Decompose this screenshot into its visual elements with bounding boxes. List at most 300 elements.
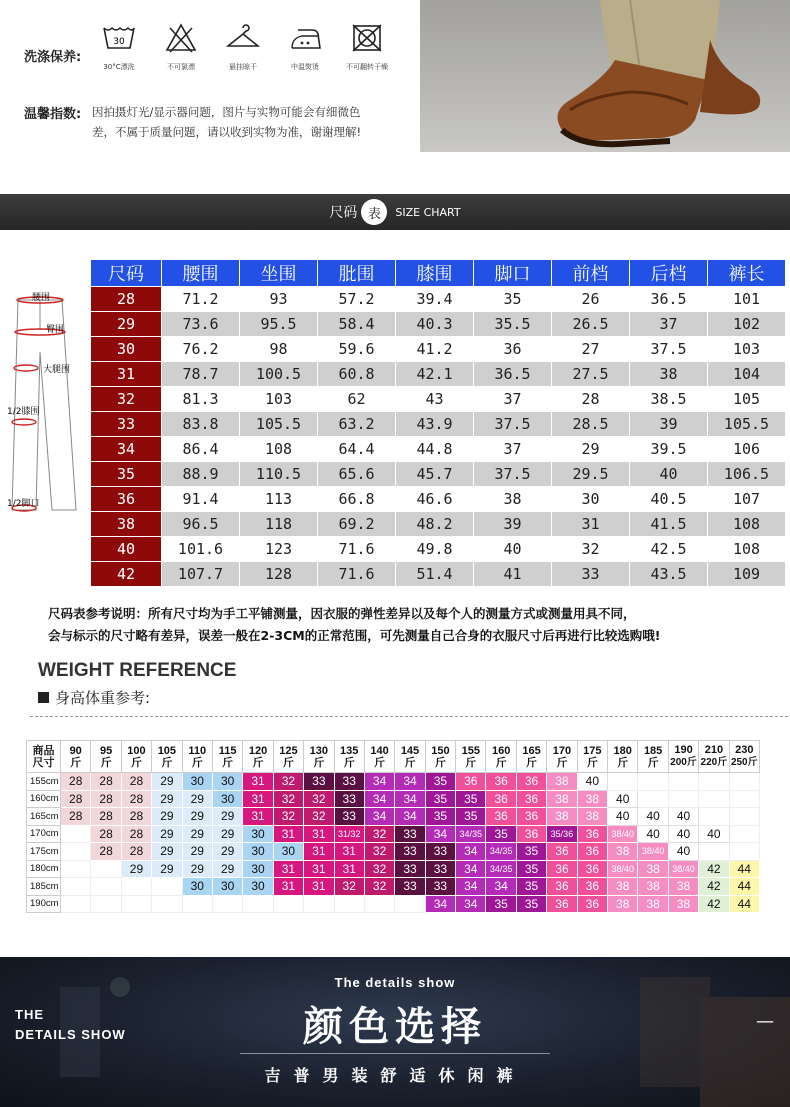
measure-cell: 107.7 bbox=[162, 562, 240, 587]
measure-cell: 101.6 bbox=[162, 537, 240, 562]
table-row bbox=[27, 860, 760, 878]
pants-label: 大腿围 bbox=[43, 365, 71, 375]
size-cell: 36 bbox=[577, 860, 607, 878]
measure-cell: 57.2 bbox=[318, 287, 396, 312]
size-cell: 34 bbox=[395, 790, 425, 808]
weight-unit: 220斤 bbox=[700, 757, 728, 768]
weight-header-cell bbox=[61, 741, 91, 773]
banner-divider bbox=[240, 1053, 550, 1054]
measure-cell: 39 bbox=[474, 512, 552, 537]
size-cell: 28 bbox=[61, 790, 91, 808]
details-banner bbox=[0, 957, 790, 1107]
size-cell: 32 bbox=[334, 878, 364, 896]
size-cell: 38/40 bbox=[668, 860, 698, 878]
empty-cell bbox=[395, 895, 425, 913]
weight-value: 180 bbox=[613, 744, 632, 757]
weight-header-cell bbox=[182, 741, 212, 773]
empty-cell bbox=[61, 843, 91, 861]
size-cell: 35 bbox=[425, 773, 455, 791]
no-tumble-dry-icon bbox=[336, 22, 398, 72]
measure-cell: 48.2 bbox=[396, 512, 474, 537]
measure-cell: 106 bbox=[708, 437, 786, 462]
measure-cell: 108 bbox=[708, 537, 786, 562]
banner-dash: — bbox=[756, 1011, 774, 1032]
size-cell: 33 bbox=[334, 773, 364, 791]
empty-cell bbox=[273, 895, 303, 913]
weight-value: 165 bbox=[522, 744, 541, 757]
pants-label: 1/2膝围 bbox=[7, 407, 40, 417]
measure-cell: 71.2 bbox=[162, 287, 240, 312]
weight-value: 185 bbox=[643, 744, 663, 757]
size-cell: 30 bbox=[182, 878, 212, 896]
height-cell: 170cm bbox=[27, 825, 61, 843]
size-cell: 38 bbox=[638, 878, 668, 896]
weight-value: 190 bbox=[674, 744, 693, 756]
tip-label: 温馨指数: bbox=[24, 107, 82, 122]
measure-cell: 64.4 bbox=[318, 437, 396, 462]
measure-cell: 102 bbox=[708, 312, 786, 337]
weight-table bbox=[26, 740, 760, 913]
size-cell: 28 bbox=[121, 790, 151, 808]
size-cell: 29 bbox=[182, 825, 212, 843]
measure-cell: 81.3 bbox=[162, 387, 240, 412]
measure-cell: 29.5 bbox=[552, 462, 630, 487]
measure-cell: 26.5 bbox=[552, 312, 630, 337]
size-cell: 40 bbox=[638, 808, 668, 826]
size-cell: 33 bbox=[425, 860, 455, 878]
size-cell: 29 bbox=[152, 790, 182, 808]
measure-cell: 28 bbox=[552, 387, 630, 412]
size-cell: 30 bbox=[243, 843, 273, 861]
measure-cell: 83.8 bbox=[162, 412, 240, 437]
measure-cell: 36 bbox=[474, 337, 552, 362]
measure-cell: 110.5 bbox=[240, 462, 318, 487]
care-label: 洗涤保养: bbox=[24, 50, 82, 65]
empty-cell bbox=[668, 790, 698, 808]
measure-cell: 44.8 bbox=[396, 437, 474, 462]
measure-cell: 31 bbox=[552, 512, 630, 537]
empty-cell bbox=[61, 878, 91, 896]
weight-header-cell bbox=[121, 741, 151, 773]
measure-cell: 41 bbox=[474, 562, 552, 587]
measure-cell: 41.5 bbox=[630, 512, 708, 537]
size-cell: 28 bbox=[91, 825, 121, 843]
weight-unit: 斤 bbox=[404, 756, 416, 769]
measure-cell: 37.5 bbox=[630, 337, 708, 362]
size-cell: 31 bbox=[304, 843, 334, 861]
empty-cell bbox=[121, 878, 151, 896]
empty-cell bbox=[668, 773, 698, 791]
measure-cell: 37 bbox=[474, 387, 552, 412]
measure-cell: 43.9 bbox=[396, 412, 474, 437]
size-table-header-cell: 坐围 bbox=[240, 260, 318, 287]
weight-unit: 斤 bbox=[191, 756, 203, 769]
size-cell: 29 bbox=[121, 860, 151, 878]
measure-cell: 27 bbox=[552, 337, 630, 362]
size-cell: 32 bbox=[364, 860, 394, 878]
care-caption: 中温熨烫 bbox=[291, 63, 319, 71]
weight-header-cell bbox=[699, 741, 729, 773]
measure-cell: 76.2 bbox=[162, 337, 240, 362]
weight-value: 130 bbox=[309, 744, 328, 757]
weight-value: 115 bbox=[218, 744, 237, 757]
empty-cell bbox=[699, 808, 729, 826]
size-cell: 40 bbox=[668, 825, 698, 843]
size-cell: 36 bbox=[547, 895, 577, 913]
size-cell: 29 bbox=[152, 808, 182, 826]
weight-value: 140 bbox=[370, 744, 389, 757]
measure-cell: 40 bbox=[630, 462, 708, 487]
empty-cell bbox=[608, 773, 638, 791]
weight-unit: 斤 bbox=[586, 756, 598, 769]
weight-unit: 斤 bbox=[434, 756, 446, 769]
size-cell: 28 bbox=[91, 808, 121, 826]
size-cell: 33 bbox=[425, 878, 455, 896]
measure-cell: 59.6 bbox=[318, 337, 396, 362]
empty-cell bbox=[364, 895, 394, 913]
size-cell: 34 bbox=[456, 895, 486, 913]
size-cell: 32 bbox=[273, 808, 303, 826]
size-cell: 35 bbox=[91, 462, 162, 487]
measure-cell: 46.6 bbox=[396, 487, 474, 512]
weight-value: 160 bbox=[491, 744, 511, 757]
empty-cell bbox=[729, 825, 759, 843]
measure-cell: 43 bbox=[396, 387, 474, 412]
note-text: 会与标示的尺寸略有差异， bbox=[48, 628, 199, 643]
no-bleach-icon bbox=[150, 22, 212, 72]
measure-cell: 39.5 bbox=[630, 437, 708, 462]
table-row bbox=[91, 562, 786, 587]
weight-reference-title: WEIGHT REFERENCE bbox=[38, 660, 237, 681]
measure-cell: 40.5 bbox=[630, 487, 708, 512]
size-cell: 36 bbox=[577, 825, 607, 843]
weight-value: 175 bbox=[583, 744, 602, 757]
empty-cell bbox=[91, 878, 121, 896]
empty-cell bbox=[61, 860, 91, 878]
weight-unit: 250斤 bbox=[730, 757, 758, 768]
size-cell: 29 bbox=[182, 843, 212, 861]
size-cell: 38 bbox=[547, 773, 577, 791]
weight-reference-subtitle bbox=[38, 687, 150, 708]
size-table bbox=[90, 259, 786, 587]
size-cell: 44 bbox=[729, 860, 759, 878]
weight-value: 170 bbox=[552, 744, 572, 757]
measure-cell: 86.4 bbox=[162, 437, 240, 462]
measure-cell: 109 bbox=[708, 562, 786, 587]
size-cell: 34 bbox=[364, 790, 394, 808]
weight-header-cell bbox=[456, 741, 486, 773]
size-cell: 35 bbox=[516, 895, 546, 913]
svg-text:30: 30 bbox=[113, 37, 125, 47]
empty-cell bbox=[699, 790, 729, 808]
size-cell: 40 bbox=[638, 825, 668, 843]
size-table-header-cell: 裤长 bbox=[708, 260, 786, 287]
measure-cell: 40.3 bbox=[396, 312, 474, 337]
size-cell: 32 bbox=[273, 790, 303, 808]
weight-value: 120 bbox=[248, 744, 268, 757]
square-bullet-icon bbox=[38, 692, 49, 703]
measure-cell: 62 bbox=[318, 387, 396, 412]
size-table-header-cell: 肶围 bbox=[318, 260, 396, 287]
size-cell: 38 bbox=[668, 895, 698, 913]
note-label: 尺码表参考说明： bbox=[48, 606, 149, 621]
weight-unit: 斤 bbox=[495, 756, 507, 769]
size-cell: 33 bbox=[334, 790, 364, 808]
weight-header-cell bbox=[395, 741, 425, 773]
size-cell: 28 bbox=[61, 808, 91, 826]
measure-cell: 101 bbox=[708, 287, 786, 312]
measure-cell: 28.5 bbox=[552, 412, 630, 437]
table-row bbox=[91, 462, 786, 487]
size-cell: 30 bbox=[273, 843, 303, 861]
size-cell: 34/35 bbox=[486, 860, 516, 878]
size-cell: 35 bbox=[516, 878, 546, 896]
table-row bbox=[91, 387, 786, 412]
weight-value: 95 bbox=[99, 744, 113, 757]
empty-cell bbox=[699, 773, 729, 791]
care-caption: 不可氯漂 bbox=[167, 63, 195, 71]
weight-unit: 斤 bbox=[647, 756, 659, 769]
size-cell: 30 bbox=[91, 337, 162, 362]
size-cell: 32 bbox=[273, 773, 303, 791]
size-cell: 30 bbox=[212, 878, 242, 896]
measure-cell: 106.5 bbox=[708, 462, 786, 487]
measure-cell: 39 bbox=[630, 412, 708, 437]
table-row bbox=[27, 825, 760, 843]
empty-cell bbox=[638, 773, 668, 791]
size-cell: 35 bbox=[456, 790, 486, 808]
size-cell: 31 bbox=[243, 773, 273, 791]
size-cell: 42 bbox=[699, 860, 729, 878]
measure-cell: 66.8 bbox=[318, 487, 396, 512]
size-cell: 29 bbox=[152, 843, 182, 861]
size-cell: 38 bbox=[608, 895, 638, 913]
table-row bbox=[27, 773, 760, 791]
size-cell: 36 bbox=[91, 487, 162, 512]
weight-header-cell bbox=[486, 741, 516, 773]
measure-cell: 128 bbox=[240, 562, 318, 587]
size-cell: 29 bbox=[152, 773, 182, 791]
care-icons bbox=[88, 22, 398, 72]
size-cell: 36 bbox=[486, 773, 516, 791]
size-cell: 36 bbox=[577, 843, 607, 861]
size-cell: 38/40 bbox=[638, 843, 668, 861]
size-cell: 34 bbox=[395, 773, 425, 791]
weight-value: 110 bbox=[188, 744, 207, 757]
divider bbox=[30, 716, 788, 717]
measure-cell: 37.5 bbox=[474, 462, 552, 487]
table-row bbox=[91, 437, 786, 462]
size-table-header-cell: 前档 bbox=[552, 260, 630, 287]
measure-cell: 35 bbox=[474, 287, 552, 312]
weight-value: 145 bbox=[400, 744, 420, 757]
measure-cell: 43.5 bbox=[630, 562, 708, 587]
measure-cell: 104 bbox=[708, 362, 786, 387]
table-row bbox=[91, 512, 786, 537]
empty-cell bbox=[729, 808, 759, 826]
size-chart-title: 尺码 bbox=[329, 205, 358, 221]
weight-value: 105 bbox=[157, 744, 177, 757]
size-cell: 38 bbox=[91, 512, 162, 537]
size-cell: 35 bbox=[486, 825, 516, 843]
size-cell: 29 bbox=[182, 860, 212, 878]
measure-cell: 73.6 bbox=[162, 312, 240, 337]
size-cell: 34 bbox=[486, 878, 516, 896]
size-cell: 35 bbox=[456, 808, 486, 826]
subtitle-text: 身高体重参考: bbox=[55, 689, 151, 707]
table-row bbox=[91, 337, 786, 362]
size-table-header-cell: 膝围 bbox=[396, 260, 474, 287]
table-row bbox=[27, 895, 760, 913]
size-cell: 38 bbox=[638, 895, 668, 913]
corner-text: 尺寸 bbox=[32, 756, 55, 769]
measure-cell: 39.4 bbox=[396, 287, 474, 312]
table-row bbox=[27, 790, 760, 808]
size-cell: 36 bbox=[456, 773, 486, 791]
size-chart-english: SIZE CHART bbox=[395, 205, 461, 219]
table-row bbox=[91, 287, 786, 312]
measure-cell: 113 bbox=[240, 487, 318, 512]
wash-30-icon bbox=[88, 22, 150, 72]
measure-cell: 38.5 bbox=[630, 387, 708, 412]
size-cell: 38 bbox=[547, 790, 577, 808]
size-cell: 32 bbox=[364, 843, 394, 861]
size-cell: 30 bbox=[243, 860, 273, 878]
size-cell: 29 bbox=[212, 860, 242, 878]
weight-unit: 斤 bbox=[252, 756, 264, 769]
weight-unit: 斤 bbox=[282, 756, 294, 769]
size-cell: 35 bbox=[516, 843, 546, 861]
size-cell: 40 bbox=[668, 843, 698, 861]
measure-cell: 118 bbox=[240, 512, 318, 537]
size-cell: 28 bbox=[121, 808, 151, 826]
size-cell: 34/35 bbox=[456, 825, 486, 843]
size-cell: 29 bbox=[152, 860, 182, 878]
pants-diagram bbox=[6, 282, 90, 522]
empty-cell bbox=[91, 860, 121, 878]
weight-unit: 斤 bbox=[313, 756, 325, 769]
size-cell: 35 bbox=[425, 808, 455, 826]
size-cell: 34 bbox=[364, 773, 394, 791]
empty-cell bbox=[729, 843, 759, 861]
measure-cell: 42.1 bbox=[396, 362, 474, 387]
size-cell: 30 bbox=[182, 773, 212, 791]
size-cell: 36 bbox=[577, 878, 607, 896]
weight-unit: 斤 bbox=[374, 756, 386, 769]
measure-cell: 51.4 bbox=[396, 562, 474, 587]
size-cell: 34 bbox=[425, 895, 455, 913]
measure-cell: 78.7 bbox=[162, 362, 240, 387]
measure-cell: 65.6 bbox=[318, 462, 396, 487]
size-cell: 33 bbox=[425, 843, 455, 861]
size-cell: 38/40 bbox=[608, 825, 638, 843]
size-cell: 28 bbox=[91, 773, 121, 791]
size-cell: 35/36 bbox=[547, 825, 577, 843]
measure-cell: 105.5 bbox=[240, 412, 318, 437]
empty-cell bbox=[729, 773, 759, 791]
measure-cell: 33 bbox=[552, 562, 630, 587]
size-cell: 38 bbox=[638, 860, 668, 878]
size-table-header-cell: 后档 bbox=[630, 260, 708, 287]
size-table-header-cell: 腰围 bbox=[162, 260, 240, 287]
weight-unit: 斤 bbox=[556, 756, 568, 769]
measure-cell: 108 bbox=[708, 512, 786, 537]
banner-left-line2: DETAILS SHOW bbox=[15, 1027, 126, 1042]
size-cell: 31 bbox=[273, 860, 303, 878]
size-cell: 30 bbox=[243, 825, 273, 843]
empty-cell bbox=[61, 825, 91, 843]
measure-cell: 123 bbox=[240, 537, 318, 562]
measure-cell: 71.6 bbox=[318, 537, 396, 562]
weight-unit: 斤 bbox=[100, 756, 112, 769]
measure-cell: 49.8 bbox=[396, 537, 474, 562]
size-cell: 32 bbox=[304, 808, 334, 826]
weight-header-cell bbox=[304, 741, 334, 773]
size-cell: 29 bbox=[212, 808, 242, 826]
measure-cell: 103 bbox=[708, 337, 786, 362]
size-note bbox=[48, 603, 788, 647]
care-caption: 不可翻转干燥 bbox=[346, 63, 388, 71]
size-cell: 36 bbox=[577, 895, 607, 913]
banner-footer: 吉普男装舒适休闲裤 bbox=[264, 1066, 526, 1085]
size-cell: 28 bbox=[121, 773, 151, 791]
weight-unit: 斤 bbox=[130, 756, 142, 769]
size-cell: 38 bbox=[608, 843, 638, 861]
size-cell: 38 bbox=[608, 878, 638, 896]
size-cell: 28 bbox=[121, 843, 151, 861]
size-cell: 32 bbox=[304, 790, 334, 808]
size-cell: 30 bbox=[212, 790, 242, 808]
size-cell: 28 bbox=[91, 287, 162, 312]
weight-header-cell bbox=[152, 741, 182, 773]
table-row bbox=[91, 312, 786, 337]
weight-table-header bbox=[27, 741, 760, 773]
size-cell: 36 bbox=[516, 825, 546, 843]
banner-big-title: 颜色选择 bbox=[303, 1004, 487, 1050]
measure-cell: 35.5 bbox=[474, 312, 552, 337]
size-cell: 38 bbox=[577, 808, 607, 826]
measure-cell: 96.5 bbox=[162, 512, 240, 537]
empty-cell bbox=[212, 895, 242, 913]
size-cell: 34 bbox=[364, 808, 394, 826]
size-cell: 33 bbox=[395, 843, 425, 861]
measure-cell: 105.5 bbox=[708, 412, 786, 437]
size-cell: 42 bbox=[699, 878, 729, 896]
size-cell: 31 bbox=[243, 790, 273, 808]
size-table-header bbox=[91, 260, 786, 287]
measure-cell: 30 bbox=[552, 487, 630, 512]
weight-header-cell bbox=[668, 741, 698, 773]
weight-value: 230 bbox=[735, 744, 754, 756]
size-cell: 29 bbox=[182, 790, 212, 808]
size-cell: 34 bbox=[456, 878, 486, 896]
empty-cell bbox=[121, 895, 151, 913]
weight-value: 155 bbox=[461, 744, 480, 757]
size-cell: 40 bbox=[577, 773, 607, 791]
weight-value: 135 bbox=[340, 744, 359, 757]
note-text: 误差一般在2-3CM的正常范围，可先测量自己合身的衣服尺寸后再进行比较选购哦! bbox=[198, 628, 661, 643]
size-cell: 32 bbox=[364, 825, 394, 843]
measure-cell: 37 bbox=[630, 312, 708, 337]
table-row bbox=[91, 487, 786, 512]
size-cell: 34 bbox=[456, 843, 486, 861]
size-cell: 31 bbox=[304, 878, 334, 896]
size-cell: 28 bbox=[121, 825, 151, 843]
weight-header-cell bbox=[516, 741, 546, 773]
measure-cell: 107 bbox=[708, 487, 786, 512]
measure-cell: 71.6 bbox=[318, 562, 396, 587]
tip-text: 因拍摄灯光/显示器问题，图片与实物可能会有细微色差，不属于质量问题，请以收到实物为准，谢谢理解! bbox=[92, 105, 362, 139]
